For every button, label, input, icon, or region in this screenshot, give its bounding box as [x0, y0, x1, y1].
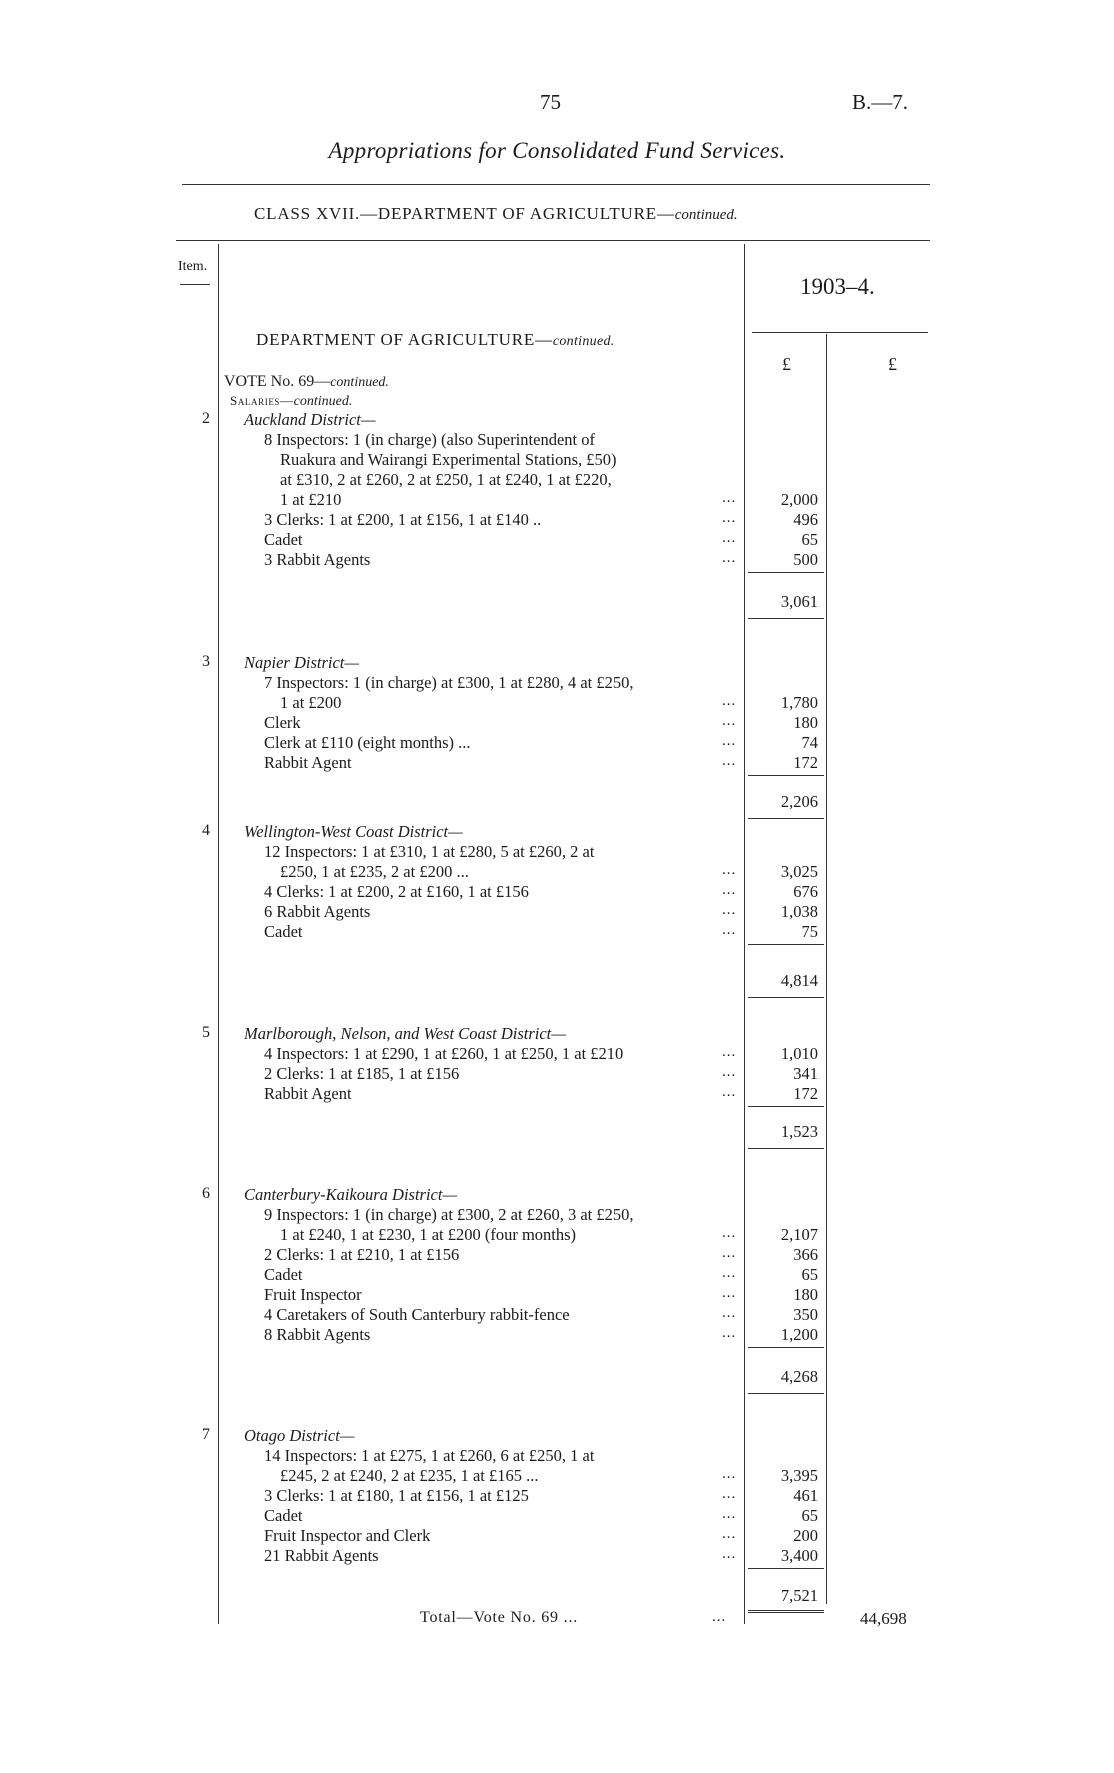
total-rule	[748, 1610, 824, 1611]
line-item-text: 4 Clerks: 1 at £200, 2 at £160, 1 at £156	[264, 882, 529, 901]
line-item-text: Clerk at £110 (eight months) ...	[264, 733, 471, 752]
leader-dots: ...	[722, 1506, 737, 1522]
pound-sign-right: £	[888, 354, 897, 374]
line-item-text: 4 Caretakers of South Canterbury rabbit-fence	[264, 1305, 570, 1324]
grand-total: 44,698	[860, 1609, 907, 1628]
line-amount: 366	[793, 1245, 818, 1264]
line-item-text: Ruakura and Wairangi Experimental Stations, £50)	[280, 450, 617, 469]
leader-dots: ...	[722, 733, 737, 749]
item-number: 4	[202, 822, 210, 839]
line-item-text: Cadet	[264, 922, 303, 941]
total-label: Total—Vote No. 69 ...	[420, 1609, 579, 1626]
line-item-text: 3 Clerks: 1 at £200, 1 at £156, 1 at £140 ..	[264, 510, 542, 529]
leader-dots: ...	[722, 1245, 737, 1261]
vote-heading-main: VOTE No. 69—	[224, 373, 331, 390]
subtotal-rule-top	[748, 1568, 824, 1569]
line-item-text: 8 Rabbit Agents	[264, 1325, 371, 1344]
table-top-rule	[176, 240, 930, 241]
total-leader-dots: ...	[712, 1609, 727, 1625]
line-amount: 1,780	[780, 693, 818, 712]
line-item-text: 21 Rabbit Agents	[264, 1546, 379, 1565]
line-item-text: Fruit Inspector	[264, 1285, 362, 1304]
district-heading: Wellington-West Coast District—	[244, 822, 463, 841]
leader-dots: ...	[722, 1305, 737, 1321]
year-header: 1903–4.	[800, 274, 875, 299]
line-item-text: 4 Inspectors: 1 at £290, 1 at £260, 1 at £250, 1 at £210	[264, 1044, 624, 1063]
subtotal-rule-bottom	[748, 818, 824, 819]
page-title: Appropriations for Consolidated Fund Services.	[328, 138, 786, 163]
amount-column-divider-right	[826, 334, 827, 1604]
item-number: 7	[202, 1426, 210, 1443]
line-amount: 65	[801, 1506, 818, 1525]
item-subtotal: 1,523	[780, 1122, 818, 1141]
document-reference: B.—7.	[852, 90, 909, 114]
leader-dots: ...	[722, 1325, 737, 1341]
line-amount: 350	[793, 1305, 818, 1324]
line-amount: 1,038	[780, 902, 818, 921]
line-amount: 74	[801, 733, 818, 752]
department-heading	[256, 330, 615, 350]
year-header-rule	[752, 332, 928, 333]
line-amount: 180	[793, 1285, 818, 1304]
subtotal-rule-bottom	[748, 1612, 824, 1613]
line-item-text: 1 at £200	[280, 693, 342, 712]
line-amount: 75	[801, 922, 818, 941]
line-item-text: Cadet	[264, 530, 303, 549]
leader-dots: ...	[722, 693, 737, 709]
item-header-rule	[180, 284, 210, 285]
item-subtotal: 7,521	[780, 1586, 818, 1605]
item-subtotal: 4,814	[780, 971, 818, 990]
line-amount: 3,395	[780, 1466, 818, 1485]
subtotal-rule-top	[748, 1106, 824, 1107]
subtotal-rule-bottom	[748, 1393, 824, 1394]
salaries-heading-main: Salaries—	[230, 393, 294, 408]
leader-dots: ...	[722, 550, 737, 566]
subtotal-rule-bottom	[748, 1148, 824, 1149]
department-heading-continued: continued.	[552, 334, 615, 349]
pound-sign-left: £	[782, 354, 791, 374]
vote-heading	[224, 373, 389, 391]
department-heading-main: DEPARTMENT OF AGRICULTURE—	[256, 330, 553, 349]
line-amount: 2,000	[780, 490, 818, 509]
line-item-text: Fruit Inspector and Clerk	[264, 1526, 431, 1545]
item-number: 5	[202, 1024, 210, 1041]
leader-dots: ...	[722, 753, 737, 769]
line-amount: 500	[793, 550, 818, 569]
district-heading: Marlborough, Nelson, and West Coast District—	[244, 1024, 566, 1043]
item-number: 2	[202, 410, 210, 427]
item-number: 6	[202, 1185, 210, 1202]
salaries-heading	[230, 393, 352, 410]
leader-dots: ...	[722, 922, 737, 938]
leader-dots: ...	[722, 1044, 737, 1060]
leader-dots: ...	[722, 1285, 737, 1301]
item-column-divider	[218, 244, 219, 1624]
page-number: 75	[540, 90, 561, 114]
line-item-text: 12 Inspectors: 1 at £310, 1 at £280, 5 at £260, 2 at	[264, 842, 595, 861]
line-item-text: 6 Rabbit Agents	[264, 902, 371, 921]
leader-dots: ...	[722, 1265, 737, 1281]
item-subtotal: 4,268	[780, 1367, 818, 1386]
line-amount: 461	[793, 1486, 818, 1505]
leader-dots: ...	[722, 510, 737, 526]
line-item-text: 1 at £210	[280, 490, 342, 509]
leader-dots: ...	[722, 902, 737, 918]
leader-dots: ...	[722, 1084, 737, 1100]
line-amount: 172	[793, 1084, 818, 1103]
line-item-text: 8 Inspectors: 1 (in charge) (also Superintendent of	[264, 430, 595, 449]
leader-dots: ...	[722, 713, 737, 729]
line-item-text: Cadet	[264, 1506, 303, 1525]
line-amount: 200	[793, 1526, 818, 1545]
line-amount: 676	[793, 882, 818, 901]
district-heading: Canterbury-Kaikoura District—	[244, 1185, 458, 1204]
line-item-text: £245, 2 at £240, 2 at £235, 1 at £165 ...	[280, 1466, 539, 1485]
salaries-heading-continued: continued.	[293, 394, 353, 409]
leader-dots: ...	[722, 862, 737, 878]
item-number: 3	[202, 653, 210, 670]
subtotal-rule-top	[748, 572, 824, 573]
line-item-text: Clerk	[264, 713, 301, 732]
line-amount: 65	[801, 1265, 818, 1284]
leader-dots: ...	[722, 882, 737, 898]
item-subtotal: 3,061	[780, 592, 818, 611]
district-heading: Otago District—	[244, 1426, 355, 1445]
leader-dots: ...	[722, 530, 737, 546]
line-item-text: 7 Inspectors: 1 (in charge) at £300, 1 at £280, 4 at £250,	[264, 673, 634, 692]
item-column-header: Item.	[178, 259, 208, 274]
line-amount: 496	[793, 510, 818, 529]
class-heading-continued: continued.	[674, 207, 738, 223]
line-amount: 3,025	[780, 862, 818, 881]
district-heading: Auckland District—	[244, 410, 376, 429]
line-amount: 3,400	[780, 1546, 818, 1565]
line-item-text: Rabbit Agent	[264, 1084, 352, 1103]
line-amount: 341	[793, 1064, 818, 1083]
line-item-text: £250, 1 at £235, 2 at £200 ...	[280, 862, 469, 881]
subtotal-rule-bottom	[748, 997, 824, 998]
leader-dots: ...	[722, 1526, 737, 1542]
subtotal-rule-bottom	[748, 618, 824, 619]
line-item-text: 2 Clerks: 1 at £210, 1 at £156	[264, 1245, 460, 1264]
line-item-text: Cadet	[264, 1265, 303, 1284]
subtotal-rule-top	[748, 944, 824, 945]
leader-dots: ...	[722, 1486, 737, 1502]
line-item-text: at £310, 2 at £260, 2 at £250, 1 at £240, 1 at £220,	[280, 470, 612, 489]
leader-dots: ...	[722, 1466, 737, 1482]
line-amount: 172	[793, 753, 818, 772]
line-amount: 2,107	[780, 1225, 818, 1244]
line-amount: 1,010	[780, 1044, 818, 1063]
line-item-text: 9 Inspectors: 1 (in charge) at £300, 2 at £260, 3 at £250,	[264, 1205, 634, 1224]
class-heading	[254, 204, 738, 224]
line-amount: 65	[801, 530, 818, 549]
line-item-text: 2 Clerks: 1 at £185, 1 at £156	[264, 1064, 460, 1083]
subtotal-rule-top	[748, 775, 824, 776]
vote-heading-continued: continued.	[330, 375, 389, 390]
line-item-text: 14 Inspectors: 1 at £275, 1 at £260, 6 at £250, 1 at	[264, 1446, 595, 1465]
line-item-text: 1 at £240, 1 at £230, 1 at £200 (four months)	[280, 1225, 577, 1244]
district-heading: Napier District—	[244, 653, 360, 672]
leader-dots: ...	[722, 490, 737, 506]
leader-dots: ...	[722, 1225, 737, 1241]
leader-dots: ...	[722, 1546, 737, 1562]
line-amount: 180	[793, 713, 818, 732]
item-subtotal: 2,206	[780, 792, 818, 811]
class-heading-main: CLASS XVII.—DEPARTMENT OF AGRICULTURE—	[254, 204, 675, 223]
line-amount: 1,200	[780, 1325, 818, 1344]
leader-dots: ...	[722, 1064, 737, 1080]
line-item-text: 3 Rabbit Agents	[264, 550, 371, 569]
line-item-text: 3 Clerks: 1 at £180, 1 at £156, 1 at £125	[264, 1486, 529, 1505]
subtotal-rule-top	[748, 1347, 824, 1348]
title-rule	[182, 184, 930, 185]
line-item-text: Rabbit Agent	[264, 753, 352, 772]
